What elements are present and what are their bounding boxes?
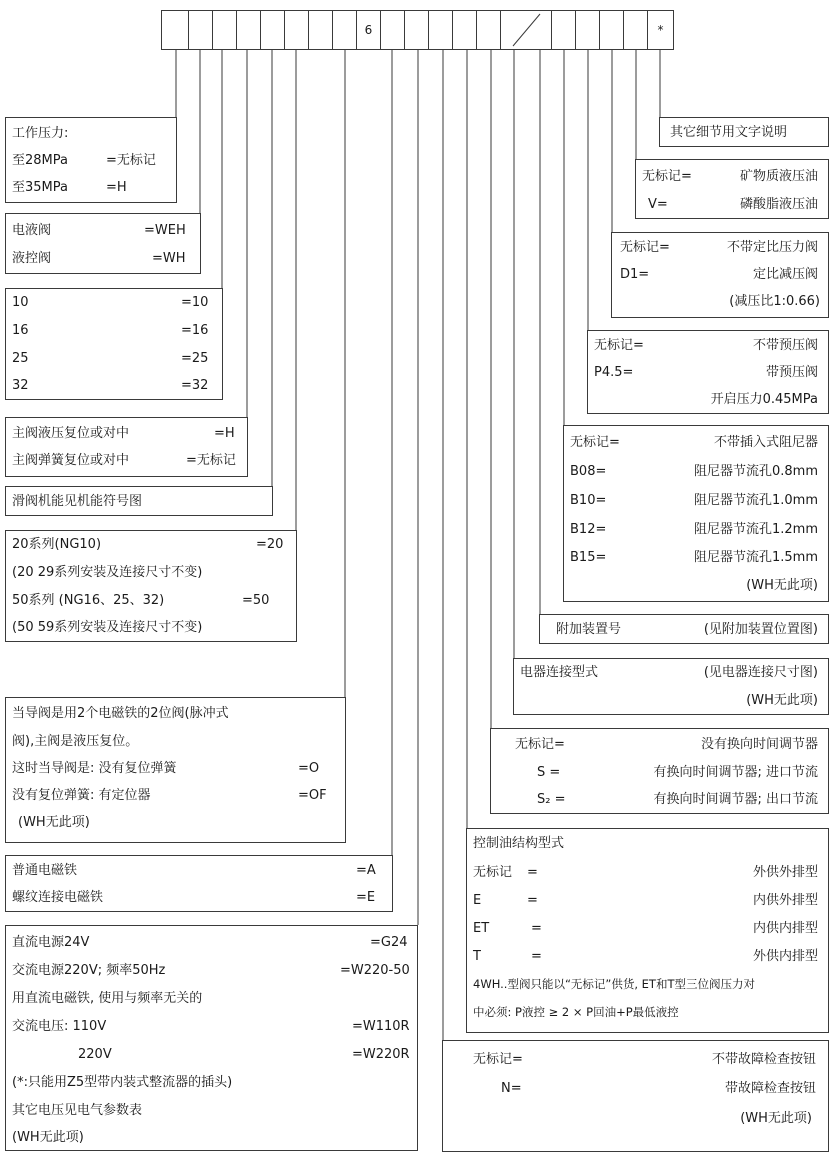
note: 其它电压见电气参数表 [12,1103,143,1118]
value: =WH [152,251,186,266]
value: =16 [181,323,209,338]
label: E [473,893,482,908]
box-pressure-reducer [611,232,829,318]
box-addon-device [539,614,829,644]
value: =OF [298,788,327,803]
code-cell [161,10,189,50]
value: 不带故障检查按钮 [711,1052,816,1067]
note: (WH无此项) [746,578,818,593]
note: 用直流电磁铁, 使用与频率无关的 [12,991,203,1006]
value: 有换向时间调节器; 进口节流 [653,765,818,780]
label: 工作压力: [12,126,69,141]
label: 电器连接型式 [520,665,599,680]
note: 当导阀是用2个电磁铁的2位阀(脉冲式 [12,706,229,721]
value: =WEH [144,223,186,238]
value: =E [356,890,376,905]
note: (*:只能用Z5型带内装式整流器的插头) [12,1075,233,1090]
code-cell [308,10,333,50]
code-cell-series: 6 [356,10,381,50]
value: 阻尼器节流孔1.2mm [693,522,818,537]
value: =O [298,761,320,776]
box-precheck-valve [587,330,829,414]
label: 220V [78,1047,112,1062]
value: =W220R [352,1047,410,1062]
label: B10= [570,493,607,508]
value: =25 [181,351,209,366]
label: S₂ = [537,792,566,807]
note: 4WH..型阀只能以“无标记”供货, ET和T型三位阀压力对 [473,977,755,991]
note: (WH无此项) [12,1130,84,1145]
box-series [5,530,297,642]
label: 至28MPa [12,153,68,168]
label: 无标记= [594,338,644,353]
label: 普通电磁铁 [12,863,78,878]
label: 无标记= [570,435,620,450]
label: B08= [570,464,607,479]
value: 带故障检查按钮 [724,1081,816,1096]
value: =W220-50 [340,963,410,978]
note: (减压比1:0.66) [729,294,820,309]
label: 螺纹连接电磁铁 [12,890,104,905]
value: =无标记 [186,453,236,468]
box-voltage [5,925,418,1151]
value: =A [356,863,376,878]
value: 外供外排型 [752,865,818,880]
label: 液控阀 [12,251,52,266]
box-pilot-valve [5,697,346,843]
label: 交流电压: 110V [12,1019,107,1034]
box-main-valve-reset [5,417,248,477]
value: =H [106,180,127,195]
label: 其它细节用文字说明 [670,125,788,140]
label: B15= [570,550,607,565]
value: 内供内排型 [752,921,818,936]
label: 主阀液压复位或对中 [12,426,130,441]
value: 有换向时间调节器; 出口节流 [653,792,818,807]
note: 中必须: P液控 ≥ 2 × P回油+P最低液控 [473,1005,679,1019]
label: = [527,865,538,880]
label: = [527,893,538,908]
label: 直流电源24V [12,935,90,950]
label: 没有复位弹簧: 有定位器 [12,788,151,803]
box-nominal-size [5,288,223,400]
box-magnet-type [5,855,393,912]
code-cell [380,10,405,50]
value: 阻尼器节流孔1.5mm [693,550,818,565]
code-cell-asterisk: * [647,10,674,50]
label: 32 [12,378,29,393]
box-other-details [659,117,829,147]
code-cell [188,10,213,50]
label: 电液阀 [12,223,52,238]
label: 无标记= [473,1052,523,1067]
note: (20 29系列安装及连接尺寸不变) [12,565,203,580]
code-cell [332,10,357,50]
value: 没有换向时间调节器 [700,737,818,752]
value: 不带插入式阻尼器 [713,435,818,450]
value: =W110R [352,1019,410,1034]
value: 定比减压阀 [752,267,818,282]
value: 内供外排型 [752,893,818,908]
code-cell [404,10,429,50]
label: = [531,921,542,936]
note: (WH无此项) [746,693,818,708]
code-cell [284,10,309,50]
value: =50 [242,593,270,608]
code-cell [575,10,600,50]
label: 控制油结构型式 [473,836,565,851]
value: 带预压阀 [765,365,818,380]
value: 阻尼器节流孔1.0mm [693,493,818,508]
code-cell [452,10,477,50]
label: 10 [12,295,29,310]
box-fault-check [442,1040,829,1152]
box-damper [563,425,829,602]
box-fluid [635,159,829,219]
label: 25 [12,351,29,366]
label: V= [648,197,668,212]
value: 外供内排型 [752,949,818,964]
label: D1= [620,267,650,282]
label: ET [473,921,490,936]
code-cell [599,10,624,50]
box-switching-time [490,728,829,814]
code-cell [476,10,501,50]
value: =32 [181,378,209,393]
value: =20 [256,537,284,552]
value: 不带定比压力阀 [726,240,818,255]
label: S = [537,765,561,780]
note: (见电器连接尺寸图) [703,665,818,680]
box-electrical-connection [513,658,829,715]
code-cell [428,10,453,50]
box-working-pressure [5,117,177,203]
label: 交流电源220V; 频率50Hz [12,963,166,978]
label: 滑阀机能见机能符号图 [12,494,143,509]
value: =H [214,426,235,441]
note: 阀),主阀是液压复位。 [12,734,139,749]
label: N= [501,1081,522,1096]
label: = [531,949,542,964]
label: 50系列 (NG16、25、32) [12,593,165,608]
value: 矿物质液压油 [739,169,818,184]
label: 16 [12,323,29,338]
code-cell [500,10,552,50]
code-cell [260,10,285,50]
label: T [473,949,481,964]
note: 开启压力0.45MPa [710,392,818,407]
label: 无标记 [473,865,513,880]
label: 至35MPa [12,180,68,195]
note: (WH无此项) [18,815,90,830]
note: (WH无此项) [740,1111,812,1126]
code-cell [623,10,648,50]
box-pilot-oil [466,828,829,1033]
note: (见附加装置位置图) [703,622,818,637]
value: 磷酸脂液压油 [739,197,818,212]
code-cell [236,10,261,50]
box-valve-type [5,213,201,274]
label: 无标记= [515,737,565,752]
label: B12= [570,522,607,537]
value: =10 [181,295,209,310]
value: =无标记 [106,153,156,168]
value: =G24 [370,935,408,950]
box-spool-function [5,486,273,516]
label: 主阀弹簧复位或对中 [12,453,130,468]
label: 附加装置号 [556,622,622,637]
label: 无标记= [620,240,670,255]
value: 阻尼器节流孔0.8mm [693,464,818,479]
code-cell [551,10,576,50]
label: 这时当导阀是: 没有复位弹簧 [12,761,177,776]
label: 无标记= [642,169,692,184]
value: 不带预压阀 [752,338,818,353]
note: (50 59系列安装及连接尺寸不变) [12,620,203,635]
label: 20系列(NG10) [12,537,102,552]
code-cell [212,10,237,50]
label: P4.5= [594,365,634,380]
